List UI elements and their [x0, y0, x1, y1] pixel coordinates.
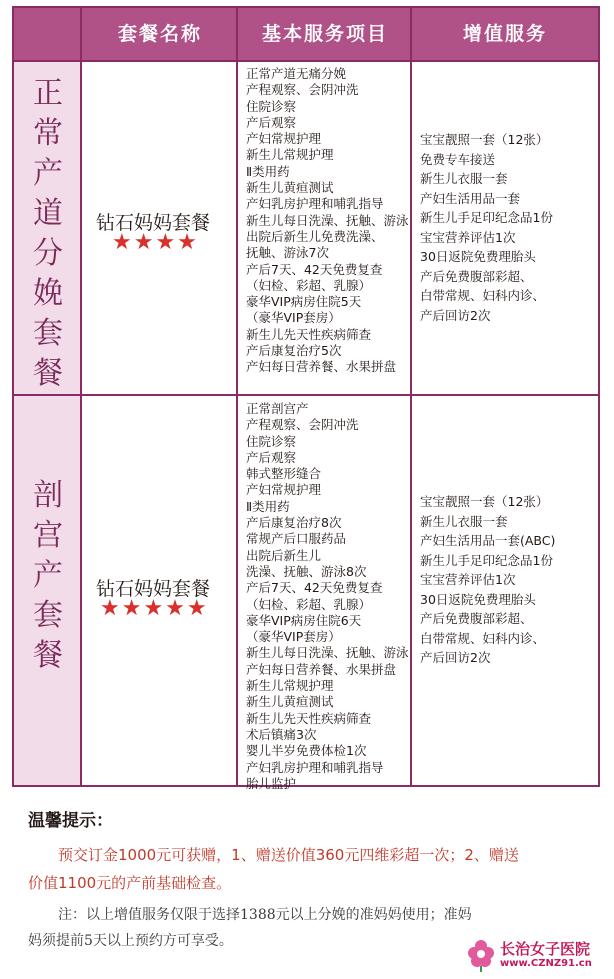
value-service-item: 免费专车接送 — [420, 151, 496, 167]
grid-line — [80, 8, 82, 785]
value-service-item: 新生儿衣服一套 — [420, 513, 508, 529]
category-natural-birth — [14, 60, 82, 394]
value-service-item: 宝宝营养评估1次 — [420, 229, 516, 245]
grid-line — [236, 8, 238, 785]
basic-service-item: （妇检、彩超、乳腺） — [246, 596, 372, 612]
basic-service-item: 抚触、游泳7次 — [246, 245, 329, 261]
value-service-item: 新生儿手足印纪念品1份 — [420, 210, 553, 225]
basic-service-item: 住院诊察 — [246, 433, 297, 449]
note-line-1: 注：以上增值服务仅限于选择1388元以上分娩的准妈妈使用；准妈 — [58, 907, 472, 923]
basic-service-item: 产妇乳房护理和哺乳指导 — [246, 759, 384, 775]
basic-service-item: 韩式整形缝合 — [246, 466, 322, 482]
value-service-item: 30日返院免费理胎头 — [420, 249, 536, 264]
basic-service-item: 常规产后口服药品 — [246, 531, 347, 547]
basic-services-list — [246, 66, 409, 376]
basic-service-item: 产程观察、会阴冲洗 — [246, 82, 359, 98]
value-service-item: 宝宝靓照一套（12张） — [420, 494, 549, 509]
basic-service-item: 产后观察 — [246, 114, 297, 130]
tips-line-2: 价值1100元的产前基础检查。 — [28, 874, 232, 892]
basic-service-item: 洗澡、抚触、游泳8次 — [246, 563, 367, 579]
basic-service-item: 新生儿常规护理 — [246, 678, 334, 694]
value-service-item: 白带常规、妇科内诊、 — [420, 630, 546, 646]
category-label: 剖宫产套餐 — [33, 478, 63, 673]
value-service-item: 宝宝营养评估1次 — [420, 572, 516, 587]
basic-service-item: 产后康复治疗5次 — [246, 343, 342, 359]
basic-service-item: Ⅱ类用药 — [246, 498, 290, 514]
basic-service-item: 新生儿先天性疾病筛查 — [246, 710, 372, 726]
basic-service-item: （豪华VIP套房） — [246, 310, 341, 326]
value-service-item: 白带常规、妇科内诊、 — [420, 288, 546, 303]
basic-service-item: 产后7天、42天免费复查 — [246, 261, 383, 277]
tips-line-1: 预交订金1000元可获赠，1、赠送价值360元四维彩超一次；2、赠送 — [58, 846, 519, 864]
header-basic-services: 基本服务项目 — [238, 8, 412, 60]
basic-service-item: 新生儿每日洗澡、抚触、游泳 — [246, 212, 409, 228]
basic-service-item: Ⅱ类用药 — [246, 163, 290, 179]
grid-line — [410, 8, 412, 785]
basic-service-item: 产后7天、42天免费复查 — [246, 580, 383, 596]
basic-service-item: 出院后新生儿 — [246, 547, 322, 563]
flower-logo-icon — [466, 938, 496, 972]
basic-service-item: （豪华VIP套房） — [246, 629, 341, 645]
basic-service-item: 产妇常规护理 — [246, 131, 322, 147]
value-services-list — [420, 492, 555, 668]
category-label: 正常产道分娩套餐 — [33, 76, 63, 391]
package-name: 钻石妈妈套餐 — [96, 578, 211, 600]
hospital-url: www.CZNZ91.cn — [500, 958, 592, 969]
basic-service-item: 产妇常规护理 — [246, 482, 322, 498]
basic-service-item: 新生儿黄疸测试 — [246, 694, 334, 710]
value-service-item: 30日返院免费理胎头 — [420, 591, 536, 607]
header-value-services: 增值服务 — [412, 8, 598, 60]
value-service-item: 产后免费腹部彩超、 — [420, 268, 533, 284]
package-table — [12, 6, 600, 791]
value-service-item: 新生儿手足印纪念品1份 — [420, 552, 553, 568]
basic-service-item: 产妇每日营养餐、水果拼盘 — [246, 661, 397, 677]
basic-service-item: 出院后新生儿免费洗澡、 — [246, 228, 384, 244]
basic-service-item: 胎儿监护 — [246, 775, 297, 791]
rating-stars: ★★★★★ — [100, 596, 209, 621]
note-line-2: 妈须提前5天以上预约方可享受。 — [28, 933, 233, 949]
basic-service-item: 新生儿每日洗澡、抚触、游泳 — [246, 645, 409, 661]
basic-service-item: 术后镇痛3次 — [246, 726, 317, 742]
basic-service-item: 产后观察 — [246, 449, 297, 465]
basic-service-item: （妇检、彩超、乳腺） — [246, 277, 372, 293]
value-service-item: 产妇生活用品一套(ABC) — [420, 533, 556, 548]
hospital-name: 长治女子医院 — [500, 940, 591, 958]
value-service-item: 宝宝靓照一套（12张） — [420, 132, 549, 147]
basic-services-list — [246, 401, 409, 792]
basic-service-item: 产后康复治疗8次 — [246, 515, 342, 531]
basic-service-item: 婴儿半岁免费体检1次 — [246, 743, 367, 759]
value-service-item: 产后回访2次 — [420, 307, 491, 323]
rating-stars: ★★★★ — [112, 230, 199, 255]
header-package-name: 套餐名称 — [82, 8, 238, 60]
value-service-item: 产后回访2次 — [420, 650, 491, 665]
value-services-list — [420, 130, 553, 325]
value-service-item: 产后免费腹部彩超、 — [420, 611, 533, 626]
hospital-logo — [466, 936, 606, 976]
basic-service-item: 产妇乳房护理和哺乳指导 — [246, 196, 384, 212]
grid-line — [14, 394, 598, 396]
basic-service-item: 正常剖宫产 — [246, 401, 309, 416]
basic-service-item: 产程观察、会阴冲洗 — [246, 417, 359, 433]
tips-title: 温馨提示： — [28, 811, 113, 831]
category-cesarean — [14, 396, 82, 785]
basic-service-item: 住院诊察 — [246, 98, 297, 114]
basic-service-item: 豪华VIP病房住院6天 — [246, 612, 362, 628]
basic-service-item: 新生儿常规护理 — [246, 147, 334, 163]
grid-line — [14, 60, 598, 62]
value-service-item: 新生儿衣服一套 — [420, 171, 508, 186]
basic-service-item: 豪华VIP病房住院5天 — [246, 294, 362, 310]
value-service-item: 产妇生活用品一套 — [420, 190, 521, 206]
basic-service-item: 产妇每日营养餐、水果拼盘 — [246, 359, 397, 375]
basic-service-item: 新生儿黄疸测试 — [246, 180, 334, 196]
header-blank — [14, 8, 82, 60]
basic-service-item: 新生儿先天性疾病筛查 — [246, 326, 372, 342]
basic-service-item: 正常产道无痛分娩 — [246, 66, 347, 81]
package-name: 钻石妈妈套餐 — [96, 212, 211, 234]
